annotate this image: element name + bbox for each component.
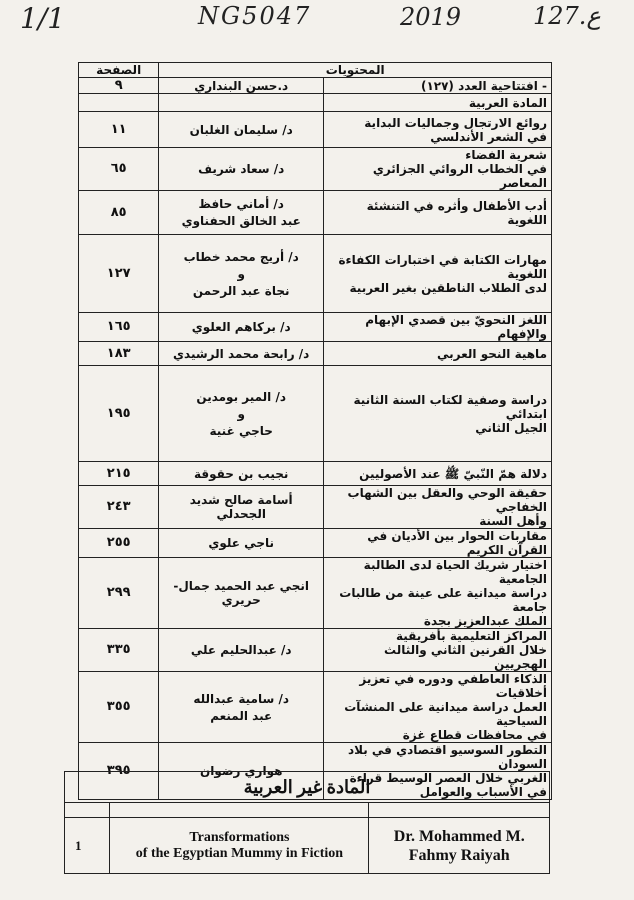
toc-author: [159, 342, 324, 366]
toc-author-line: نجيب بن حقوقة: [194, 466, 289, 481]
toc-title: [324, 462, 552, 486]
toc-title-line: دلالة همّ النّبيّ ﷺ عند الأصوليين: [359, 466, 547, 481]
page-header: الصفحة: [79, 63, 159, 78]
toc-author-line: د/ بركاهم العلوي: [191, 320, 291, 334]
toc-author-line: و: [237, 406, 245, 421]
toc-title: [324, 342, 552, 366]
toc-title-line: شعرية الفضاء: [465, 148, 547, 162]
toc-title: [324, 529, 552, 558]
toc-author: [159, 191, 324, 235]
toc-page: ١١: [79, 112, 159, 148]
entry-number: 1: [65, 818, 110, 874]
toc-author-line: د/ رابحة محمد الرشيدي: [173, 346, 310, 361]
contents-table: [78, 62, 552, 800]
opening-title: - افتتاحية العدد (١٢٧): [324, 78, 552, 94]
toc-author-line: ناجي علوي: [208, 536, 274, 550]
toc-title-line: روائع الارتجال وجماليات البداية: [364, 115, 547, 130]
section-arabic-row: [79, 94, 552, 112]
toc-title-line: دراسة وصفية لكتاب السنة الثانية ابتدائي: [353, 392, 547, 421]
toc-title-line: الجيل الثاني: [475, 420, 547, 435]
toc-title-line: في الشعر الأندلسي: [430, 129, 547, 144]
toc-page: ١٦٥: [79, 313, 159, 342]
toc-author-line: حاجي غنية: [209, 423, 273, 438]
toc-author: [159, 148, 324, 191]
toc-author-line: عبد المنعم: [210, 708, 273, 723]
toc-title-line: الغربي خلال العصر الوسيط قراءة: [349, 771, 547, 785]
toc-row: [79, 366, 552, 462]
toc-author: [159, 558, 324, 629]
contents-header: المحتويات: [159, 63, 552, 78]
non-arabic-table: [64, 771, 550, 874]
toc-page: ١٢٧: [79, 235, 159, 313]
handwritten-year: 2019: [400, 3, 462, 31]
toc-author: [159, 672, 324, 743]
toc-author-line: د/ أماني حافظ: [198, 197, 284, 211]
toc-row: [79, 342, 552, 366]
toc-page: ٢٥٥: [79, 529, 159, 558]
toc-title-line: الذكاء العاطفي ودوره في تعزيز أخلاقيات: [359, 672, 547, 700]
toc-author: [159, 462, 324, 486]
toc-page: ٨٥: [79, 191, 159, 235]
toc-author-line: د/ المير بومدين: [196, 389, 287, 404]
toc-title-line: لدى الطلاب الناطقين بغير العربية: [349, 280, 547, 295]
toc-row: [79, 148, 552, 191]
toc-author-line: نجاة عبد الرحمن: [192, 283, 290, 298]
toc-author-line: د/ عبدالحليم علي: [190, 643, 292, 657]
opening-author: د.حسن البنداري: [159, 78, 324, 94]
toc-title-line: العمل دراسة ميدانية على المنشآت السياحية: [344, 700, 547, 728]
toc-author-line: انجي عبد الحميد جمال-حريري: [173, 579, 310, 607]
toc-author-line: د/ أريج محمد خطاب: [183, 249, 299, 264]
toc-author: [159, 629, 324, 672]
toc-title-line: اختيار شريك الحياة لدى الطالبة الجامعية: [363, 558, 547, 586]
toc-title: [324, 366, 552, 462]
toc-title: [324, 191, 552, 235]
opening-row: [79, 78, 552, 94]
toc-title-line: وأهل السنة: [479, 514, 547, 528]
toc-page: ٦٥: [79, 148, 159, 191]
toc-title: [324, 629, 552, 672]
non-arabic-header-row: [65, 772, 550, 803]
toc-title-line: اللغز النحويّ بين قصدي الإبهام والإفهام: [365, 313, 547, 341]
toc-page: ٢٩٩: [79, 558, 159, 629]
toc-title: [324, 112, 552, 148]
entry-title-line: Transformations: [189, 829, 290, 845]
toc-author-line: أسامة صالح شديد الجحدلي: [189, 493, 293, 521]
toc-row: [79, 191, 552, 235]
entry-author-line: Fahmy Raiyah: [408, 846, 510, 864]
toc-author: [159, 235, 324, 313]
toc-author: [159, 486, 324, 529]
opening-page: ٩: [79, 78, 159, 94]
toc-row: [79, 486, 552, 529]
toc-row: [79, 313, 552, 342]
toc-author-line: هواري رضوان: [199, 764, 283, 778]
toc-title-line: ماهية النحو العربي: [437, 346, 547, 361]
handwritten-code: NG5047: [198, 2, 312, 30]
handwritten-page-count: 1/1: [20, 2, 66, 35]
toc-title-line: حقيقة الوحي والعقل بين الشهاب الخفاجي: [347, 486, 547, 514]
handwritten-issue-ref: 127.ع: [533, 2, 601, 30]
toc-row: [79, 529, 552, 558]
contents-header-row: [79, 63, 552, 78]
entry-author-line: Dr. Mohammed M.: [393, 827, 525, 845]
toc-row: [79, 629, 552, 672]
toc-page: ١٩٥: [79, 366, 159, 462]
toc-title-line: الملك عبدالعزيز بجدة: [423, 614, 547, 628]
toc-title-line: في محافظات قطاع غزة: [402, 728, 547, 742]
entry-title-line: of the Egyptian Mummy in Fiction: [135, 845, 344, 861]
toc-author-line: د/ سامية عبدالله: [193, 691, 290, 706]
toc-page: ٣٣٥: [79, 629, 159, 672]
toc-title: [324, 558, 552, 629]
toc-row: [79, 112, 552, 148]
toc-title-line: التطور السوسيو اقتصادي في بلاد السودان: [347, 743, 547, 771]
toc-title-line: في الأسباب والعوامل: [419, 785, 547, 799]
non-arabic-entry-row: [65, 818, 550, 874]
toc-title-line: في الخطاب الروائي الجزائري المعاصر: [372, 162, 547, 190]
toc-title: [324, 235, 552, 313]
toc-title-line: مقاربات الحوار بين الأديان في القرآن الكريم: [367, 529, 547, 557]
toc-title: [324, 313, 552, 342]
toc-row: [79, 672, 552, 743]
toc-author-line: د/ سليمان الغلبان: [189, 122, 293, 137]
toc-title-line: خلال القرنين الثاني والثالث الهجريين: [384, 643, 547, 671]
toc-page: ٢٤٣: [79, 486, 159, 529]
toc-author: [159, 313, 324, 342]
toc-page: ٣٩٥: [79, 743, 159, 800]
toc-title-line: أدب الأطفال وأثره في التنشئة اللغوية: [366, 198, 547, 227]
toc-row: [79, 558, 552, 629]
toc-row: [79, 235, 552, 313]
toc-author-line: د/ سعاد شريف: [198, 162, 285, 176]
toc-author-line: عبد الخالق الحفناوي: [181, 214, 301, 228]
toc-page: ٣٥٥: [79, 672, 159, 743]
toc-author: [159, 529, 324, 558]
toc-author: [159, 366, 324, 462]
toc-row: [79, 462, 552, 486]
toc-title-line: مهارات الكتابة في اختبارات الكفاءة اللغوية: [338, 252, 547, 281]
toc-title: [324, 148, 552, 191]
toc-author: [159, 112, 324, 148]
toc-page: ٢١٥: [79, 462, 159, 486]
toc-title-line: المراكز التعليمية بأفريقية: [395, 629, 547, 643]
toc-title-line: دراسة ميدانية على عينة من طالبات جامعة: [339, 586, 547, 614]
toc-page: ١٨٣: [79, 342, 159, 366]
section-arabic-label: المادة العربية: [324, 94, 552, 112]
non-arabic-header: المادة غير العربية: [65, 772, 550, 803]
toc-author-line: و: [237, 266, 245, 281]
toc-title: [324, 672, 552, 743]
toc-title: [324, 486, 552, 529]
